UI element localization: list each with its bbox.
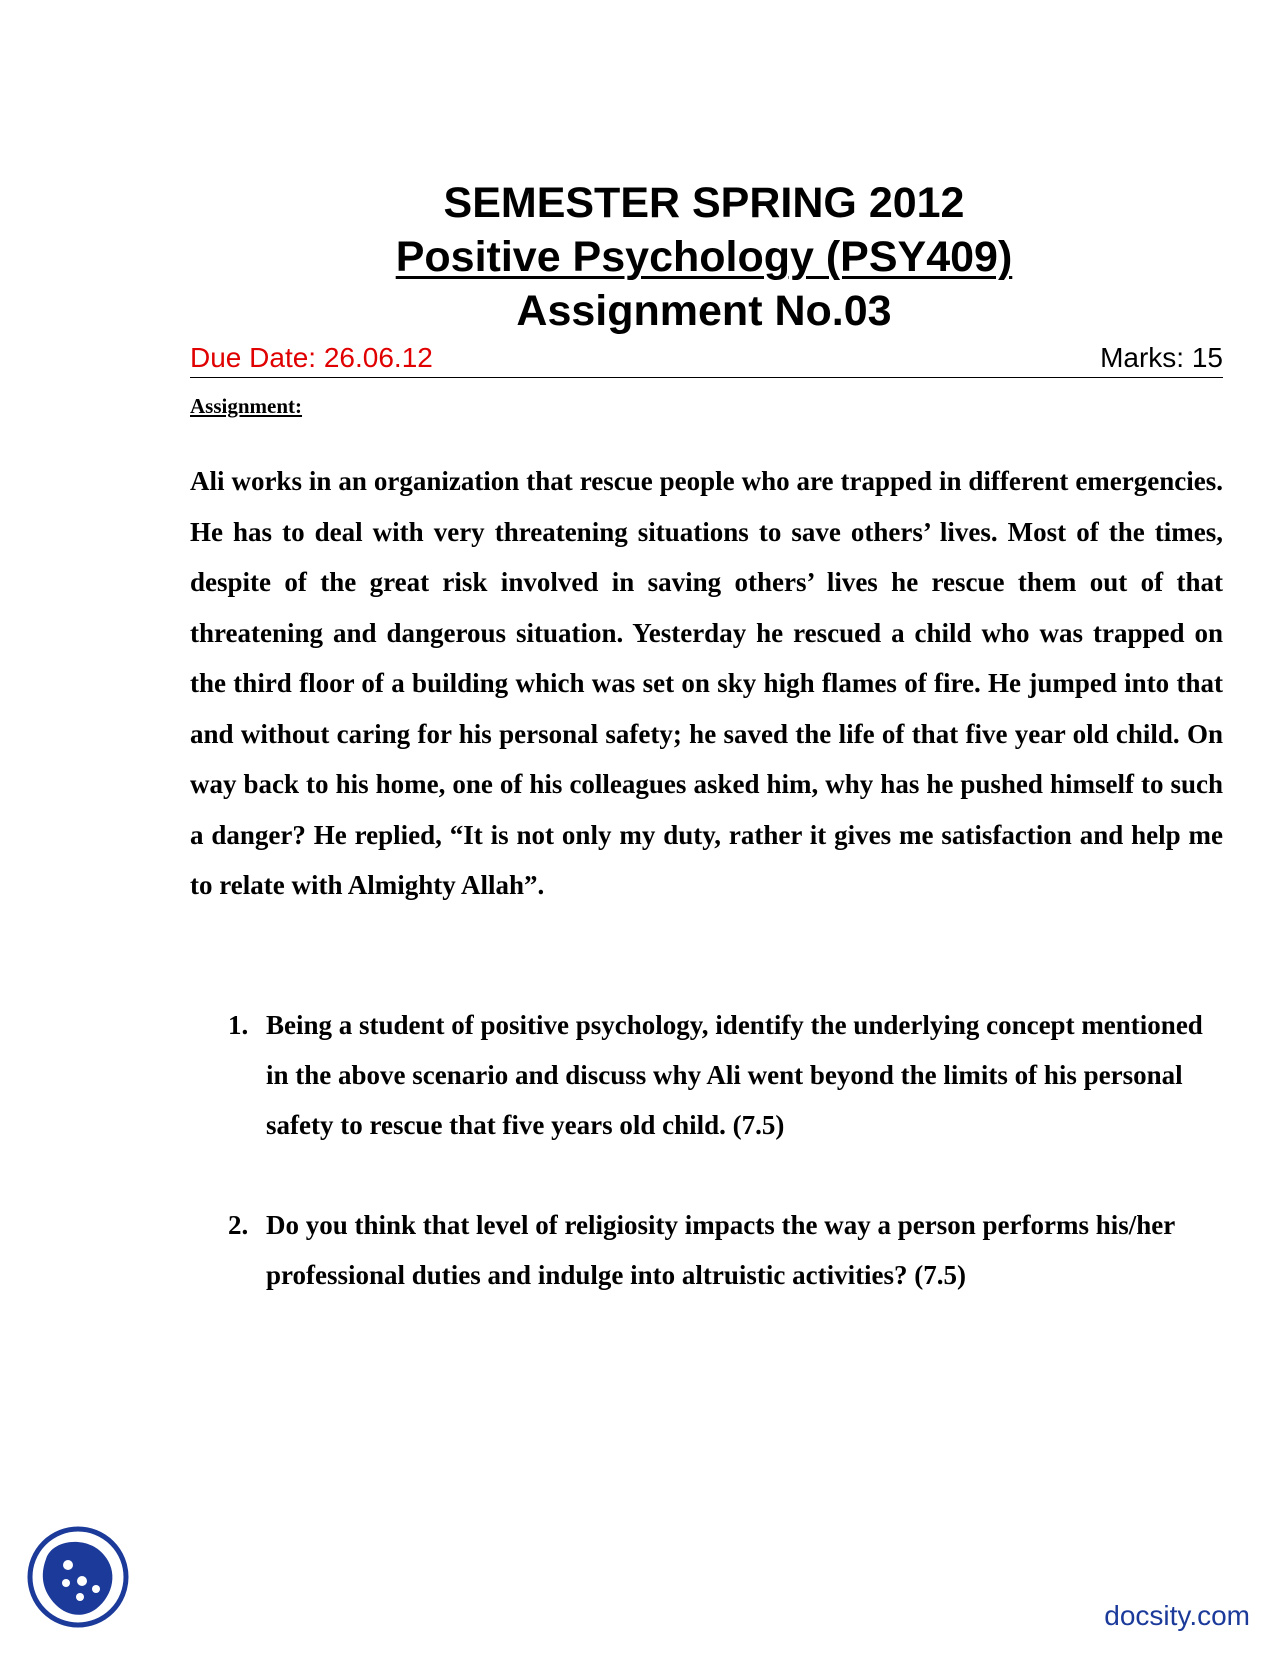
question-item <box>190 1000 1223 1150</box>
marks: Marks: 15 <box>1100 342 1223 373</box>
question-number: 2. <box>228 1210 249 1240</box>
document-header <box>0 176 1280 338</box>
scenario-paragraph: Ali works in an organization that rescue people who are trapped in different emergencies. He has to deal with very threatening situations to save others’ lives. Most of the times, despite of the great risk involved in saving others’ lives he rescue them out of that threatening and dangerous situation. Yesterday he rescued a child who was trapped on the third floor of a building which was set on sky high flames of fire. He jumped into that and without caring for his personal safety; he saved the life of that five year old child. On way back to his home, one of his colleagues asked him, why has he pushed himself to such a danger? He replied, “It is not only my duty, rather it gives me satisfaction and help me to relate with Almighty Allah”. <box>190 466 1223 900</box>
meta-row <box>190 341 1223 378</box>
question-number: 1. <box>228 1010 249 1040</box>
assignment-number: Assignment No.03 <box>516 287 892 335</box>
docsity-watermark[interactable]: docsity.com <box>1104 1600 1250 1631</box>
question-text: Do you think that level of religiosity impacts the way a person performs his/her professional duties and indulge into altruistic activities? (7.5) <box>266 1210 1175 1290</box>
question-list <box>190 1000 1223 1350</box>
question-item <box>190 1200 1223 1300</box>
semester-title: SEMESTER SPRING 2012 <box>443 179 965 227</box>
course-title: Positive Psychology (PSY409) <box>395 233 1013 281</box>
question-text: Being a student of positive psychology, identify the underlying concept mentioned in the above scenario and discuss why Ali went beyond the limits of his personal safety to rescue that five years old child. (7.5) <box>266 1010 1203 1140</box>
due-date: Due Date: 26.06.12 <box>190 342 433 373</box>
assignment-label: Assignment: <box>190 394 303 418</box>
docsity-logo-icon <box>26 1525 130 1629</box>
